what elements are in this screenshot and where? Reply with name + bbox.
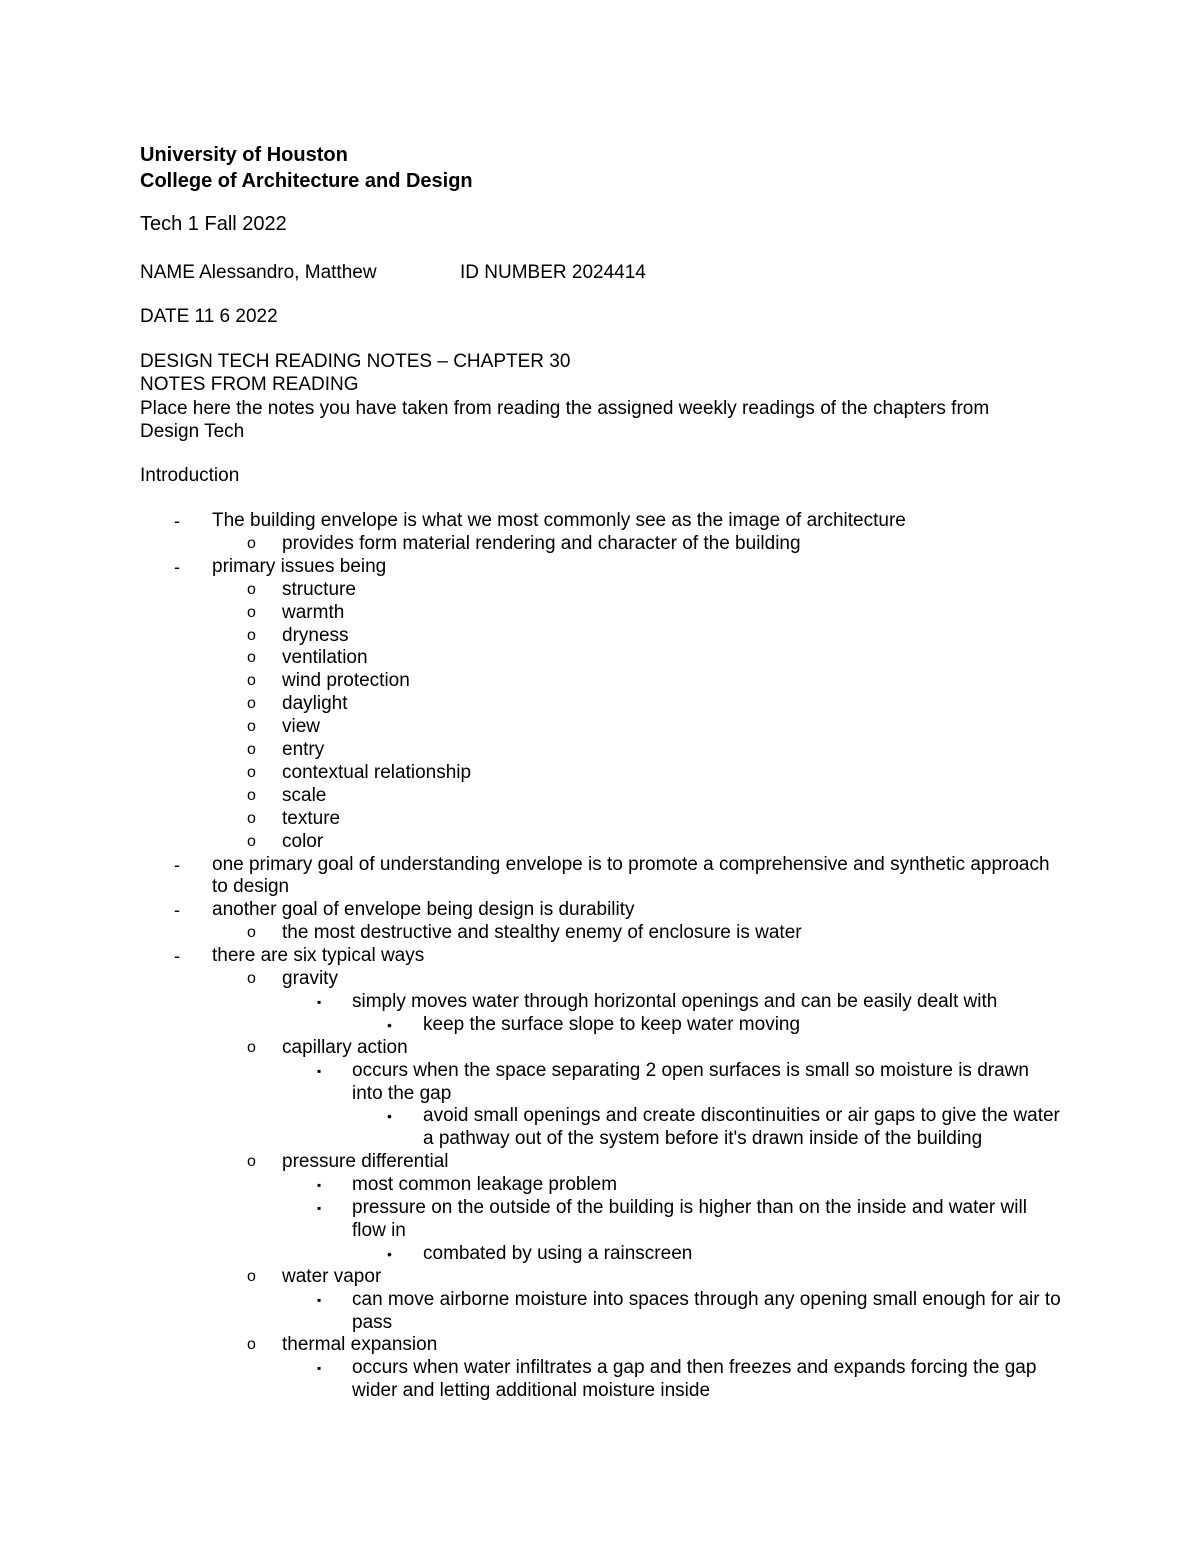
outline-marker: ▪	[317, 994, 322, 1009]
outline-item: wind protection	[282, 670, 410, 692]
outline-marker: ▪	[317, 1201, 322, 1215]
outline-marker: o	[247, 970, 256, 987]
outline-marker: o	[247, 580, 256, 598]
outline-item: ventilation	[282, 647, 368, 669]
outline-item: most common leakage problem	[352, 1174, 618, 1196]
university-name: University of Houston	[140, 144, 348, 166]
outline-marker: -	[174, 900, 180, 921]
outline-item: entry	[282, 739, 325, 760]
outline-item: contextual relationship	[282, 761, 472, 783]
outline-item: another goal of envelope being design is durability	[212, 899, 635, 921]
outline-item: texture	[282, 807, 341, 829]
outline-marker: o	[247, 741, 256, 758]
outline-item: simply moves water through horizontal openings and can be easily dealt with	[352, 990, 998, 1012]
outline-item: capillary action	[282, 1036, 408, 1058]
section-heading: Introduction	[140, 465, 240, 486]
outline-marker: o	[247, 832, 256, 850]
outline-marker: o	[247, 763, 256, 781]
student-id: ID NUMBER 2024414	[460, 262, 646, 283]
college-name: College of Architecture and Design	[140, 170, 473, 192]
outline-marker: o	[247, 534, 256, 552]
outline-item: daylight	[282, 693, 348, 715]
outline-marker: o	[247, 924, 256, 942]
outline-item: view	[282, 716, 321, 738]
outline-item: thermal expansion	[282, 1334, 438, 1356]
outline-marker: o	[247, 626, 256, 644]
outline-marker: o	[247, 672, 256, 690]
document-title: DESIGN TECH READING NOTES – CHAPTER 30	[140, 351, 571, 372]
outline-marker: -	[174, 511, 180, 531]
outline-item: warmth	[282, 601, 345, 623]
outline-item: primary issues being	[212, 555, 387, 577]
outline-marker: o	[247, 1267, 256, 1285]
outline-marker: o	[247, 809, 256, 827]
outline-item: combated by using a rainscreen	[423, 1242, 693, 1264]
outline-item: structure	[282, 578, 356, 600]
outline-marker: o	[247, 603, 256, 621]
outline-item: the most destructive and stealthy enemy of enclosure is water	[282, 922, 802, 944]
instructions-text: Place here the notes you have taken from reading the assigned weekly readings of the chapters from Design Tech	[140, 398, 990, 442]
outline-item: provides form material rendering and character of the building	[282, 532, 801, 554]
outline-marker: •	[387, 1016, 392, 1033]
outline-marker: o	[247, 1038, 256, 1056]
document-subtitle: NOTES FROM READING	[140, 374, 359, 395]
outline-item: The building envelope is what we most commonly see as the image of architecture	[212, 510, 906, 531]
outline-item: there are six typical ways	[212, 945, 425, 967]
outline-marker: -	[174, 946, 180, 967]
outline-item: color	[282, 830, 324, 852]
outline-marker: o	[247, 649, 256, 667]
outline-marker: ▪	[317, 1063, 322, 1078]
outline-item: pressure differential	[282, 1151, 449, 1173]
outline-item: one primary goal of understanding envelope is to promote a comprehensive and synthetic approach to design	[212, 853, 1050, 898]
student-name: NAME Alessandro, Matthew	[140, 262, 377, 283]
outline-item: gravity	[282, 968, 338, 989]
outline-item: avoid small openings and create discontinuities or air gaps to give the water a pathway out of the system before it's drawn inside of the building	[423, 1105, 1060, 1150]
outline-marker: ▪	[317, 1292, 322, 1307]
outline-marker: ▪	[317, 1178, 322, 1193]
outline-item: water vapor	[282, 1265, 382, 1287]
outline-item: can move airborne moisture into spaces through any opening small enough for air to pass	[352, 1288, 1061, 1333]
outline-marker: -	[174, 854, 180, 875]
outline-marker: -	[174, 556, 180, 577]
outline-marker: o	[247, 786, 256, 804]
outline-item: occurs when water infiltrates a gap and then freezes and expands forcing the gap wider and letting additional moisture inside	[352, 1357, 1037, 1402]
document-date: DATE 11 6 2022	[140, 306, 278, 327]
outline-item: occurs when the space separating 2 open surfaces is small so moisture is drawn into the gap	[352, 1059, 1029, 1104]
outline-marker: •	[387, 1108, 392, 1125]
outline-marker: o	[247, 718, 256, 736]
outline-item: scale	[282, 784, 327, 806]
outline-marker: ▪	[317, 1361, 322, 1376]
outline-marker: •	[387, 1245, 392, 1262]
outline-marker: o	[247, 1336, 256, 1354]
outline-item: dryness	[282, 624, 349, 646]
outline-marker: o	[247, 695, 256, 713]
course-term: Tech 1 Fall 2022	[140, 213, 287, 235]
outline-item: keep the surface slope to keep water moving	[423, 1013, 801, 1035]
outline-item: pressure on the outside of the building is higher than on the inside and water will flow in	[352, 1197, 1027, 1241]
outline-marker: o	[247, 1153, 256, 1171]
